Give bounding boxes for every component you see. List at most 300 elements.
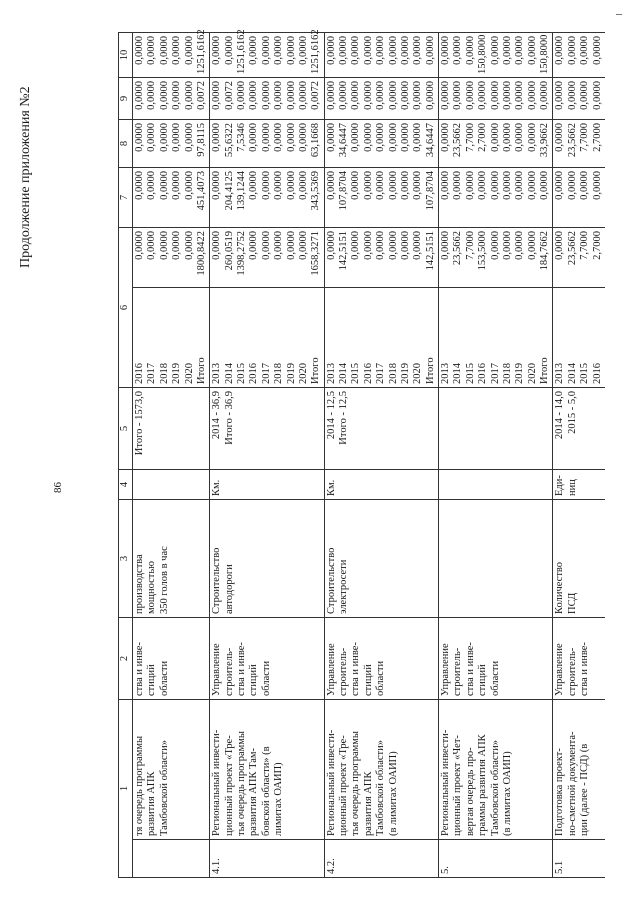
cell-line: ства и инве- <box>350 642 362 696</box>
table-body <box>133 29 605 878</box>
cell-line: 0,0000 <box>489 231 501 260</box>
cell-line: 0,0000 <box>412 171 424 200</box>
cell-line: 1800,8422 <box>195 231 207 276</box>
column-number: 10 <box>119 33 133 78</box>
unit-cell <box>324 470 438 500</box>
indicator-cell <box>324 500 438 618</box>
cell-line: 0,0000 <box>134 123 145 152</box>
responsible-org-cell <box>210 618 324 700</box>
cell-line: 343,5369 <box>310 171 322 211</box>
cell-line: 0,0000 <box>539 171 550 200</box>
cell-line: 2019 <box>514 363 526 384</box>
cell-line: 0,0000 <box>297 123 309 152</box>
cell-line: 0,0000 <box>477 81 489 110</box>
row-number-cell: 4.1. <box>210 840 324 878</box>
cell-line: 2014 <box>566 363 578 384</box>
target-value-cell <box>133 388 210 470</box>
cell-line: 107,8704 <box>338 171 349 211</box>
cell-line: 0,0000 <box>412 231 424 260</box>
cell-line: 0,0000 <box>514 231 526 260</box>
column-number: 2 <box>119 618 133 700</box>
cell-line: тья очередь программы <box>350 731 362 836</box>
regional-budget-cell <box>553 120 605 168</box>
cell-line: Тамбовской области» <box>489 739 501 836</box>
table-row <box>324 33 438 878</box>
cell-line: 0,0000 <box>211 171 223 200</box>
cell-line: 0,0000 <box>452 36 464 65</box>
cell-line: 2019 <box>399 363 411 384</box>
cell-line: 0,0000 <box>554 171 566 200</box>
cell-line: 7,5346 <box>236 123 247 152</box>
cell-line: 2020 <box>526 363 538 384</box>
total-funding-cell <box>439 228 553 288</box>
cell-line: 0,0000 <box>464 171 476 200</box>
cell-line: 0,0000 <box>440 231 451 260</box>
cell-line: 2,7000 <box>591 123 603 152</box>
cell-line: 0,0000 <box>424 36 436 65</box>
cell-line: области <box>158 660 170 696</box>
total-funding-cell <box>324 228 438 288</box>
cell-line: 2013 <box>325 363 337 384</box>
years-cell <box>553 288 605 388</box>
cell-line: Подготовка проект- <box>554 748 566 836</box>
cell-line: 2020 <box>412 363 424 384</box>
cell-line: 2016 <box>591 363 603 384</box>
column-number: 5 <box>119 388 133 470</box>
cell-line: 0,0000 <box>260 171 272 200</box>
column-number: 9 <box>119 78 133 120</box>
cell-line: 0,0000 <box>440 81 451 110</box>
cell-line: 0,0000 <box>399 81 411 110</box>
cell-line: 0,0000 <box>362 36 374 65</box>
cell-line: 0,0000 <box>273 123 285 152</box>
cell-line: мощностью <box>146 561 158 614</box>
cell-line: 34,6447 <box>338 123 349 158</box>
cell-line: 0,0000 <box>375 36 387 65</box>
cell-line: 350 голов в час <box>158 546 170 614</box>
cell-line: тя очередь программы <box>134 735 145 836</box>
cell-line: 0,0000 <box>183 171 195 200</box>
cell-line: 0,0000 <box>273 231 285 260</box>
cell-line: 451,4073 <box>195 171 207 211</box>
cell-line: 2017 <box>375 363 387 384</box>
cell-line: 0,0000 <box>362 81 374 110</box>
cell-line: Км. <box>211 479 223 496</box>
cell-line: 0,0000 <box>387 123 399 152</box>
appendix-table <box>118 29 605 878</box>
cell-line: 139,1244 <box>236 171 247 211</box>
cell-line: стиций <box>146 664 158 696</box>
cell-line: 0,0000 <box>146 123 158 152</box>
cell-line: 0,0072 <box>310 81 322 110</box>
cell-line: области <box>260 660 272 696</box>
cell-line: 0,0000 <box>554 81 566 110</box>
cell-line: 1398,2752 <box>236 231 247 276</box>
years-cell <box>133 288 210 388</box>
cell-line: 0,0000 <box>171 36 183 65</box>
indicator-cell <box>553 500 605 618</box>
cell-line: Управление <box>325 643 337 696</box>
cell-line: 2017 <box>489 363 501 384</box>
cell-line: 2014 <box>452 363 464 384</box>
cell-line: электросети <box>338 559 349 614</box>
cell-line: 0,0000 <box>248 123 260 152</box>
cell-line: 0,0000 <box>285 123 297 152</box>
cell-line: 23,5662 <box>452 231 464 266</box>
cell-line: 7,7000 <box>579 123 591 152</box>
cell-line: строитель- <box>452 647 464 696</box>
column-number: 4 <box>119 470 133 500</box>
cell-line: 0,0000 <box>211 36 223 65</box>
extrabudget-cell <box>439 33 553 78</box>
cell-line: 33,9662 <box>539 123 550 158</box>
cell-line: 2013 <box>554 363 566 384</box>
cell-line: 0,0000 <box>158 231 170 260</box>
measure-name-cell <box>553 700 605 840</box>
cell-line: Еди- <box>554 475 566 496</box>
column-number: 7 <box>119 168 133 228</box>
cell-line: 0,0000 <box>440 171 451 200</box>
indicator-cell <box>210 500 324 618</box>
cell-line: 2014 <box>223 363 235 384</box>
cell-line: развития АПК <box>146 771 158 836</box>
unit-cell <box>553 470 605 500</box>
target-value-cell <box>553 388 605 470</box>
extrabudget-cell <box>133 29 210 78</box>
row-number-cell: 4.2. <box>324 840 438 878</box>
total-funding-cell <box>553 228 605 288</box>
cell-line: 2017 <box>260 363 272 384</box>
cell-line: строитель- <box>223 647 235 696</box>
cell-line: 0,0000 <box>183 231 195 260</box>
cell-line: 260,0519 <box>223 231 235 271</box>
cell-line: 0,0000 <box>146 171 158 200</box>
cell-line: 0,0000 <box>440 36 451 65</box>
cell-line: 2014 - 36,9 <box>211 391 223 440</box>
target-value-cell <box>324 388 438 470</box>
cell-line: 0,0000 <box>526 81 538 110</box>
cell-line: 0,0000 <box>526 36 538 65</box>
column-number-row <box>119 33 133 878</box>
cell-line: 0,0000 <box>501 231 513 260</box>
table-row <box>439 33 553 878</box>
cell-line: 2013 <box>440 363 451 384</box>
cell-line: 0,0000 <box>514 36 526 65</box>
cell-line: 7,7000 <box>464 123 476 152</box>
cell-line: стиций <box>362 664 374 696</box>
cell-line: 0,0000 <box>350 36 362 65</box>
cell-line: 0,0000 <box>211 81 223 110</box>
cell-line: 0,0000 <box>146 81 158 110</box>
cell-line: 7,7000 <box>464 231 476 260</box>
cell-line: 0,0000 <box>424 81 436 110</box>
indicator-cell <box>439 500 553 618</box>
cell-line: 0,0000 <box>375 231 387 260</box>
cell-line: 0,0000 <box>591 81 603 110</box>
cell-line: 204,4125 <box>223 171 235 211</box>
cell-line: строитель- <box>338 647 349 696</box>
cell-line: 0,0000 <box>273 81 285 110</box>
cell-line: 0,0000 <box>489 123 501 152</box>
cell-line: Управление <box>554 643 566 696</box>
cell-line: ционный проект «Тре- <box>338 735 349 836</box>
page-number: 86 <box>52 482 64 493</box>
cell-line: 0,0000 <box>464 81 476 110</box>
cell-line: ционный проект «Тре- <box>223 735 235 836</box>
local-budget-cell <box>210 78 324 120</box>
measure-name-cell <box>324 700 438 840</box>
cell-line: 2015 <box>579 363 591 384</box>
cell-line: Итого - 36,9 <box>223 391 235 445</box>
cell-line: автодороги <box>223 564 235 614</box>
cell-line: 0,0000 <box>260 81 272 110</box>
cell-line: 0,0000 <box>412 81 424 110</box>
cell-line: 2015 <box>464 363 476 384</box>
cell-line: 55,6322 <box>223 123 235 158</box>
years-cell <box>439 288 553 388</box>
local-budget-cell <box>439 78 553 120</box>
cell-line: производства <box>134 554 145 614</box>
cell-line: 0,0000 <box>526 231 538 260</box>
cell-line: 2019 <box>285 363 297 384</box>
cell-line: 2013 <box>211 363 223 384</box>
cell-line: развития АПК Там- <box>248 747 260 836</box>
cell-line: 0,0000 <box>183 81 195 110</box>
cell-line: 0,0000 <box>285 171 297 200</box>
cell-line: 0,0000 <box>134 36 145 65</box>
cell-line: 0,0000 <box>566 36 578 65</box>
cell-line: но-сметной документа- <box>566 731 578 836</box>
cell-line: 150,8000 <box>477 34 489 74</box>
cell-line: Км. <box>325 479 337 496</box>
cell-line: 0,0000 <box>387 171 399 200</box>
cell-line: лимитах ОАИП) <box>273 762 285 836</box>
table-row <box>210 33 324 878</box>
cell-line: ства и инве- <box>464 642 476 696</box>
cell-line: 23,5662 <box>566 231 578 266</box>
responsible-org-cell <box>439 618 553 700</box>
cell-line: 0,0000 <box>297 231 309 260</box>
cell-line: Региональный инвести- <box>211 729 223 836</box>
local-budget-cell <box>324 78 438 120</box>
column-number: 6 <box>119 228 133 388</box>
cell-line: 0,0000 <box>325 81 337 110</box>
cell-line: вертая очередь про- <box>464 747 476 836</box>
scan-mark <box>616 14 622 15</box>
cell-line: 0,0000 <box>412 123 424 152</box>
cell-line: 97,8115 <box>195 123 207 157</box>
federal-budget-cell <box>439 168 553 228</box>
column-number: 8 <box>119 120 133 168</box>
cell-line: ства и инве- <box>134 642 145 696</box>
cell-line: 0,0000 <box>501 123 513 152</box>
extrabudget-cell <box>210 29 324 78</box>
regional-budget-cell <box>210 120 324 168</box>
cell-line: 0,0000 <box>325 171 337 200</box>
cell-line: 2015 - 5,0 <box>566 391 578 434</box>
cell-line: 0,0000 <box>362 231 374 260</box>
cell-line: 0,0000 <box>399 171 411 200</box>
cell-line: 0,0000 <box>501 81 513 110</box>
cell-line: 0,0000 <box>248 171 260 200</box>
cell-line: 2020 <box>297 363 309 384</box>
cell-line: 0,0000 <box>362 123 374 152</box>
cell-line: 2015 <box>350 363 362 384</box>
row-number-cell: 5. <box>439 840 553 878</box>
cell-line: 2016 <box>362 363 374 384</box>
cell-line: 2015 <box>236 363 247 384</box>
cell-line: 0,0000 <box>146 36 158 65</box>
cell-line: 0,0072 <box>223 81 235 110</box>
local-budget-cell <box>133 78 210 120</box>
cell-line: граммы развития АПК <box>477 734 489 836</box>
cell-line: 63,1668 <box>310 123 322 158</box>
cell-line: 0,0000 <box>297 81 309 110</box>
cell-line: 0,0000 <box>489 36 501 65</box>
cell-line: 0,0000 <box>325 36 337 65</box>
cell-line: 0,0000 <box>554 123 566 152</box>
cell-line: 0,0000 <box>236 81 247 110</box>
cell-line: 0,0000 <box>350 81 362 110</box>
cell-line: 0,0000 <box>591 171 603 200</box>
cell-line: 0,0000 <box>273 36 285 65</box>
cell-line: Тамбовской области» <box>375 739 387 836</box>
cell-line: 2016 <box>477 363 489 384</box>
cell-line: стиций <box>477 664 489 696</box>
cell-line: 2019 <box>171 363 183 384</box>
cell-line: 0,0000 <box>158 123 170 152</box>
cell-line: 0,0000 <box>514 171 526 200</box>
cell-line: бовской области» (в <box>260 746 272 836</box>
column-number: 3 <box>119 500 133 618</box>
cell-line: 0,0000 <box>591 36 603 65</box>
cell-line: 0,0000 <box>338 36 349 65</box>
cell-line: Итого <box>424 357 436 384</box>
cell-line: Строительство <box>211 547 223 614</box>
cell-line: Итого <box>539 357 550 384</box>
cell-line: Управление <box>440 643 451 696</box>
federal-budget-cell <box>553 168 605 228</box>
cell-line: 0,0000 <box>146 231 158 260</box>
cell-line: 0,0000 <box>440 123 451 152</box>
cell-line: 2014 - 14,0 <box>554 391 566 440</box>
cell-line: ции (далее - ПСД) (в <box>579 743 591 836</box>
cell-line: 2014 - 12,5 <box>325 391 337 440</box>
cell-line: 1658,3271 <box>310 231 322 276</box>
cell-line: 0,0000 <box>579 171 591 200</box>
unit-cell <box>210 470 324 500</box>
cell-line: 0,0000 <box>399 231 411 260</box>
cell-line: Тамбовской области» <box>158 739 170 836</box>
measure-name-cell <box>133 700 210 840</box>
measure-name-cell <box>439 700 553 840</box>
cell-line: Региональный инвести- <box>440 729 451 836</box>
cell-line: Итого <box>310 357 322 384</box>
table-row <box>133 33 210 878</box>
cell-line: 0,0000 <box>566 171 578 200</box>
responsible-org-cell <box>324 618 438 700</box>
total-funding-cell <box>210 228 324 288</box>
federal-budget-cell <box>210 168 324 228</box>
cell-line: 34,6447 <box>424 123 436 158</box>
cell-line: 0,0000 <box>134 171 145 200</box>
cell-line: 0,0000 <box>134 231 145 260</box>
measure-name-cell <box>210 700 324 840</box>
cell-line: 0,0000 <box>399 123 411 152</box>
cell-line: 0,0000 <box>566 81 578 110</box>
responsible-org-cell <box>553 618 605 700</box>
cell-line: 0,0000 <box>338 81 349 110</box>
cell-line: 2,7000 <box>477 123 489 152</box>
cell-line: 0,0000 <box>350 123 362 152</box>
cell-line: 0,0072 <box>195 81 207 110</box>
cell-line: 0,0000 <box>387 81 399 110</box>
cell-line: 0,0000 <box>260 36 272 65</box>
row-number-cell: 5.1 <box>553 840 605 878</box>
cell-line: 0,0000 <box>248 231 260 260</box>
cell-line: 0,0000 <box>489 171 501 200</box>
cell-line: 2017 <box>146 363 158 384</box>
target-value-cell <box>210 388 324 470</box>
regional-budget-cell <box>133 120 210 168</box>
cell-line: Количество <box>554 561 566 614</box>
cell-line: 0,0000 <box>171 81 183 110</box>
cell-line: 2,7000 <box>591 231 603 260</box>
cell-line: 0,0000 <box>514 81 526 110</box>
cell-line: 0,0000 <box>362 171 374 200</box>
cell-line: 0,0000 <box>375 123 387 152</box>
unit-cell <box>439 470 553 500</box>
cell-line: 0,0000 <box>579 81 591 110</box>
cell-line: 0,0000 <box>399 36 411 65</box>
cell-line: 0,0000 <box>223 36 235 65</box>
cell-line: области <box>375 660 387 696</box>
indicator-cell <box>133 500 210 618</box>
cell-line: 0,0000 <box>350 231 362 260</box>
cell-line: развития АПК <box>362 771 374 836</box>
cell-line: 0,0000 <box>501 171 513 200</box>
years-cell <box>324 288 438 388</box>
cell-line: 0,0000 <box>452 81 464 110</box>
cell-line: 0,0000 <box>260 123 272 152</box>
cell-line: 2018 <box>158 363 170 384</box>
cell-line: стиций <box>248 664 260 696</box>
cell-line: 150,8000 <box>539 34 550 74</box>
cell-line: 0,0000 <box>412 36 424 65</box>
cell-line: (в лимитах ОАИП) <box>387 751 399 836</box>
regional-budget-cell <box>324 120 438 168</box>
cell-line: 142,5151 <box>424 231 436 271</box>
extrabudget-cell <box>324 33 438 78</box>
cell-line: 0,0000 <box>297 171 309 200</box>
cell-line: 0,0000 <box>489 81 501 110</box>
total-funding-cell <box>133 228 210 288</box>
target-value-cell <box>439 388 553 470</box>
cell-line: 0,0000 <box>171 171 183 200</box>
cell-line: 0,0000 <box>211 123 223 152</box>
cell-line: 7,7000 <box>579 231 591 260</box>
cell-line: 0,0000 <box>297 36 309 65</box>
cell-line: 0,0000 <box>579 36 591 65</box>
cell-line: 0,0000 <box>171 231 183 260</box>
continuation-title: Продолжение приложения №2 <box>18 86 33 268</box>
cell-line: 1251,6162 <box>236 29 247 74</box>
unit-cell <box>133 470 210 500</box>
cell-line: 2018 <box>387 363 399 384</box>
cell-line: 107,8704 <box>424 171 436 211</box>
cell-line: 1251,6162 <box>310 29 322 74</box>
cell-line: 0,0000 <box>375 81 387 110</box>
